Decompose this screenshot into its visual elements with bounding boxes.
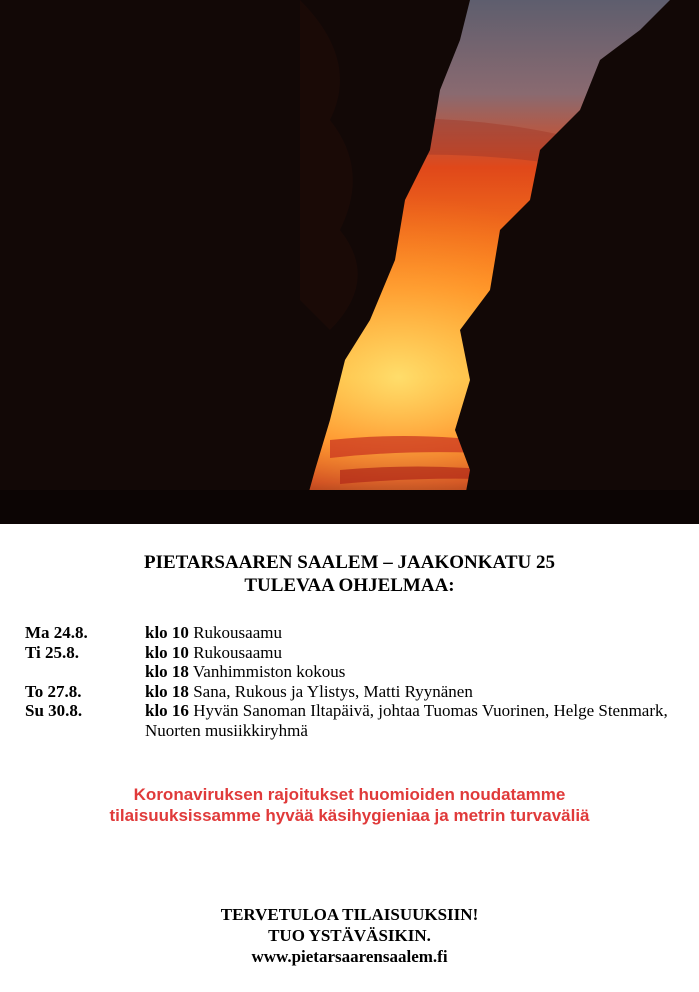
schedule-time: klo 10 [145, 642, 189, 662]
schedule-time: klo 18 [145, 681, 189, 701]
schedule-row [25, 682, 685, 702]
covid-notice [0, 784, 699, 826]
program-sheet [0, 524, 699, 992]
schedule-event: Hyvän Sanoman Iltapäivä, johtaa Tuomas Vuorinen, Helge Stenmark, Nuorten musiikkiryhmä [145, 701, 668, 740]
schedule-time: klo 16 [145, 701, 189, 720]
schedule-day: Ti 25.8. [25, 642, 80, 662]
schedule-row [25, 643, 685, 663]
welcome-text: TERVETULOA TILAISUUKSIIN! [220, 905, 479, 924]
heading-title: PIETARSAAREN SAALEM – JAAKONKATU 25 [144, 552, 555, 573]
schedule-event: Vanhimmiston kokous [188, 662, 346, 681]
schedule-event: Sana, Rukous ja Ylistys, Matti Ryynänen [188, 681, 473, 701]
welcome-footer [0, 904, 699, 967]
schedule-list [25, 623, 685, 740]
schedule-time: klo 18 [145, 662, 189, 681]
notice-line-1: Koronaviruksen rajoitukset huomioiden noudatamme [133, 785, 566, 804]
program-heading [0, 551, 699, 597]
schedule-day: Su 30.8. [25, 701, 83, 720]
schedule-day: Ma 24.8. [25, 623, 88, 642]
schedule-row [25, 701, 685, 740]
notice-line-2: tilaisuuksissamme hyvää käsihygieniaa ja metrin turvaväliä [109, 806, 590, 825]
schedule-day: To 27.8. [25, 681, 82, 701]
website-link[interactable]: www.pietarsaarensaalem.fi [251, 947, 448, 966]
heading-subtitle: TULEVAA OHJELMAA: [244, 575, 455, 596]
schedule-event: Rukousaamu [188, 623, 282, 642]
invite-text: TUO YSTÄVÄSIKIN. [268, 926, 431, 945]
schedule-day [25, 662, 145, 682]
schedule-row [25, 623, 685, 643]
schedule-row [25, 662, 685, 682]
schedule-event: Rukousaamu [188, 642, 282, 662]
schedule-time: klo 10 [145, 623, 189, 642]
